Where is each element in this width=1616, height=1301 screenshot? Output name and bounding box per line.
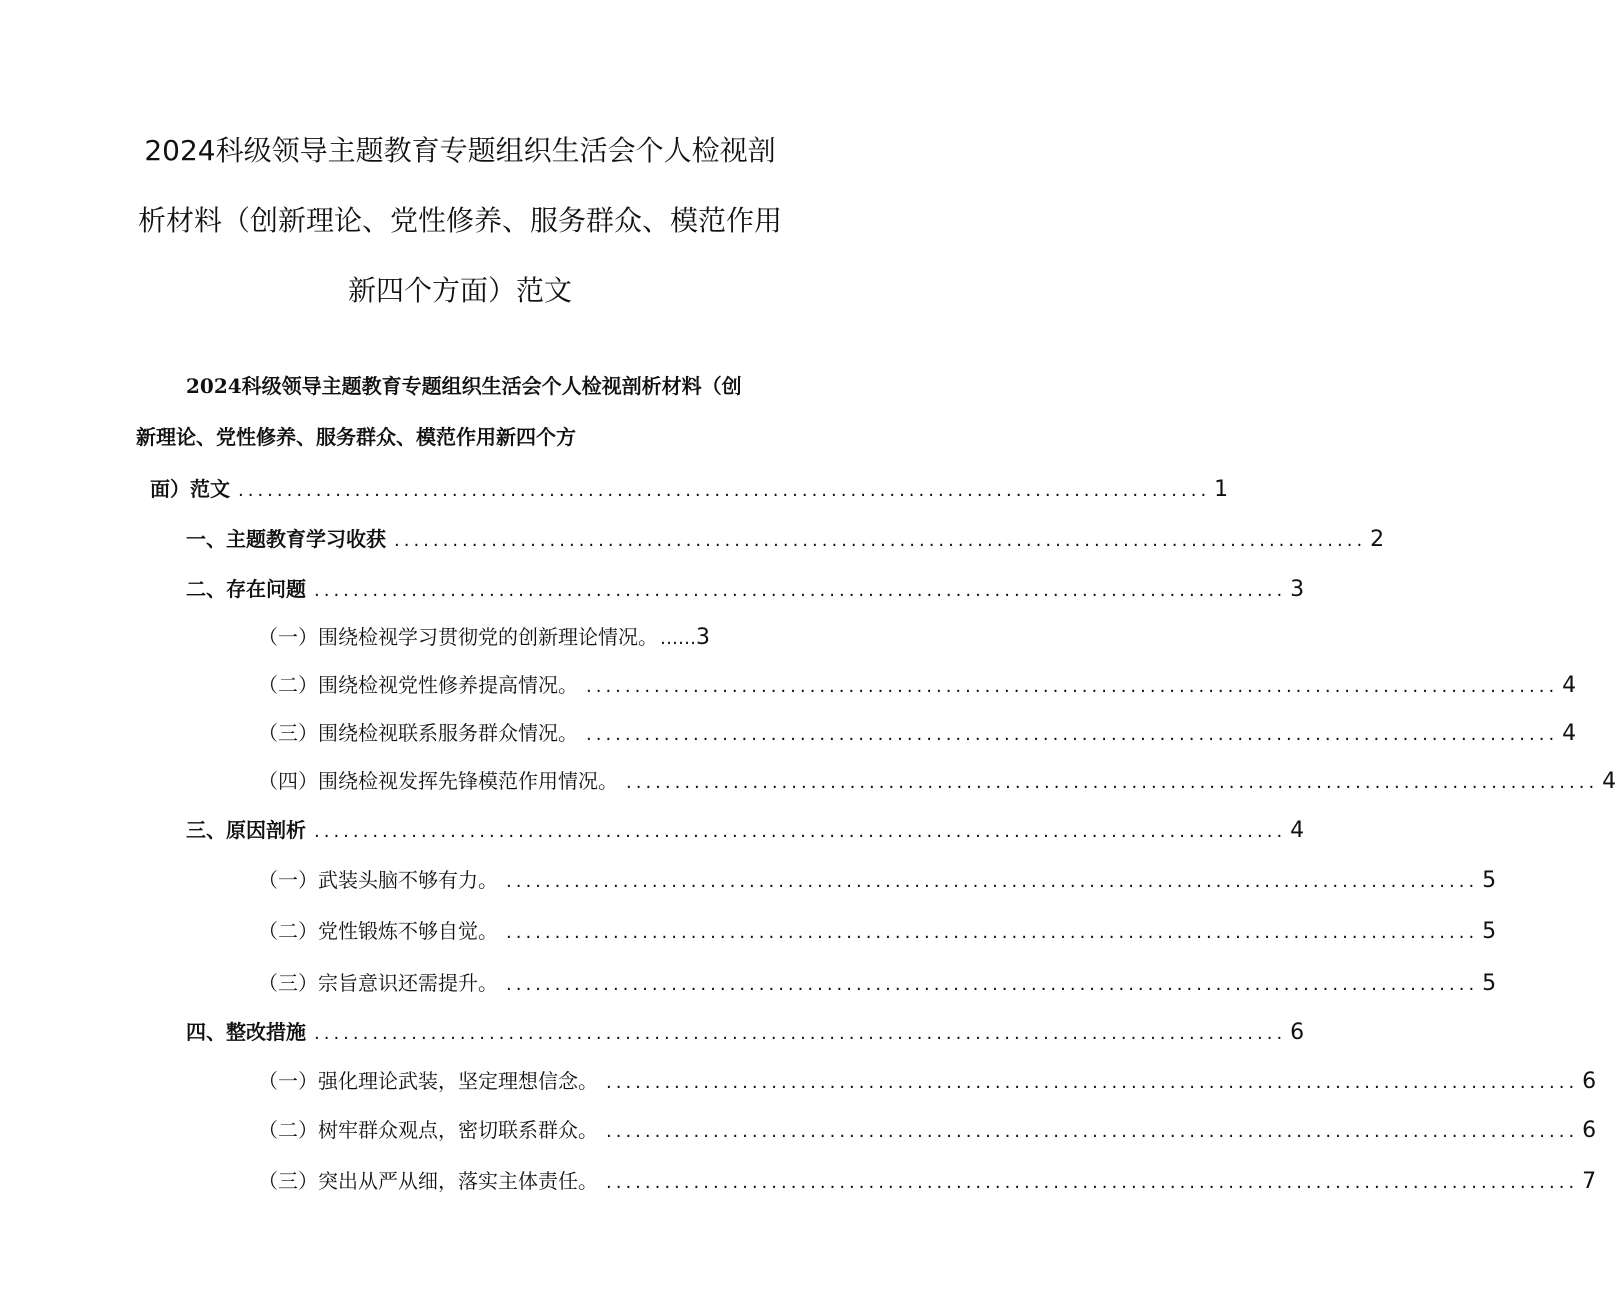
toc-entry-label: （三）宗旨意识还需提升。 xyxy=(258,971,498,995)
toc-entry[interactable] xyxy=(258,622,710,652)
dot-leader: …… xyxy=(660,628,696,649)
toc-page-number: 5 xyxy=(1482,868,1497,893)
toc-entry[interactable] xyxy=(258,1066,1597,1096)
dot-leader: .................................................................................................... xyxy=(506,871,1479,892)
dot-leader: .................................................................................................... xyxy=(626,772,1599,793)
toc-entry[interactable] xyxy=(150,474,1229,504)
toc-page-number: 5 xyxy=(1482,971,1497,996)
toc-entry-label: 面）范文 xyxy=(150,477,230,501)
toc-page-number: 6 xyxy=(1290,1020,1305,1045)
dot-leader: .................................................................................................... xyxy=(506,974,1479,995)
toc-entry[interactable] xyxy=(258,670,1577,700)
toc-entry[interactable] xyxy=(258,1115,1597,1145)
toc-entry-label: （三）突出从严从细，落实主体责任。 xyxy=(258,1169,598,1193)
toc-entry-label: （四）围绕检视发挥先锋模范作用情况。 xyxy=(258,769,618,793)
toc-entry-label: （一）围绕检视学习贯彻党的创新理论情况。 xyxy=(258,625,658,649)
dot-leader: .................................................................................................... xyxy=(506,922,1479,943)
toc-page-number: 1 xyxy=(1214,477,1229,502)
toc-entry[interactable] xyxy=(258,916,1497,946)
toc-entry-label: （二）围绕检视党性修养提高情况。 xyxy=(258,673,578,697)
toc-page-number: 7 xyxy=(1582,1169,1597,1194)
toc-entry-label: （二）党性锻炼不够自觉。 xyxy=(258,919,498,943)
toc-entry-label: （三）围绕检视联系服务群众情况。 xyxy=(258,721,578,745)
toc-entry-label: （一）强化理论武装，坚定理想信念。 xyxy=(258,1069,598,1093)
toc-entry-label: 二、存在问题 xyxy=(186,577,306,601)
toc-entry[interactable] xyxy=(258,718,1577,748)
toc-entry[interactable] xyxy=(258,1166,1597,1196)
document-title-line-2: 析材料（创新理论、党性修养、服务群众、模范作用 xyxy=(137,204,782,237)
toc-entry[interactable] xyxy=(186,815,1305,845)
toc-entry[interactable] xyxy=(258,968,1497,998)
toc-entry-label: （二）树牢群众观点，密切联系群众。 xyxy=(258,1118,598,1142)
dot-leader: .................................................................................................... xyxy=(238,480,1211,501)
dot-leader: .................................................................................................... xyxy=(586,724,1559,745)
toc-entry-label: 一、主题教育学习收获 xyxy=(186,527,386,551)
toc-page-number: 4 xyxy=(1602,769,1616,794)
dot-leader: .................................................................................................... xyxy=(606,1121,1579,1142)
dot-leader: .................................................................................................... xyxy=(394,530,1367,551)
toc-entry-label: 三、原因剖析 xyxy=(186,818,306,842)
toc-entry-label: 四、整改措施 xyxy=(186,1020,306,1044)
toc-entry[interactable] xyxy=(258,865,1497,895)
toc-heading-line-2: 新理论、党性修养、服务群众、模范作用新四个方 xyxy=(136,425,576,449)
toc-page-number: 3 xyxy=(1290,577,1305,602)
dot-leader: .................................................................................................... xyxy=(314,580,1287,601)
document-title-line-1: 2024科级领导主题教育专题组织生活会个人检视剖 xyxy=(144,134,776,167)
dot-leader: .................................................................................................... xyxy=(586,676,1559,697)
dot-leader: .................................................................................................... xyxy=(606,1172,1579,1193)
toc-entry[interactable] xyxy=(186,524,1385,554)
toc-entry[interactable] xyxy=(186,1017,1305,1047)
toc-entry[interactable] xyxy=(258,766,1616,796)
toc-page-number: 6 xyxy=(1582,1069,1597,1094)
toc-page-number: 5 xyxy=(1482,919,1497,944)
toc-page-number: 4 xyxy=(1290,818,1305,843)
dot-leader: .................................................................................................... xyxy=(314,821,1287,842)
toc-page-number: 3 xyxy=(696,625,710,650)
dot-leader: .................................................................................................... xyxy=(314,1023,1287,1044)
toc-entry[interactable] xyxy=(186,574,1305,604)
toc-page-number: 4 xyxy=(1562,721,1577,746)
dot-leader: .................................................................................................... xyxy=(606,1072,1579,1093)
toc-heading-line-1: 2024科级领导主题教育专题组织生活会个人检视剖析材料（创 xyxy=(186,374,742,398)
toc-entry-label: （一）武装头脑不够有力。 xyxy=(258,868,498,892)
toc-page-number: 4 xyxy=(1562,673,1577,698)
document-title-line-3: 新四个方面）范文 xyxy=(347,274,572,307)
toc-page-number: 6 xyxy=(1582,1118,1597,1143)
toc-page-number: 2 xyxy=(1370,527,1385,552)
